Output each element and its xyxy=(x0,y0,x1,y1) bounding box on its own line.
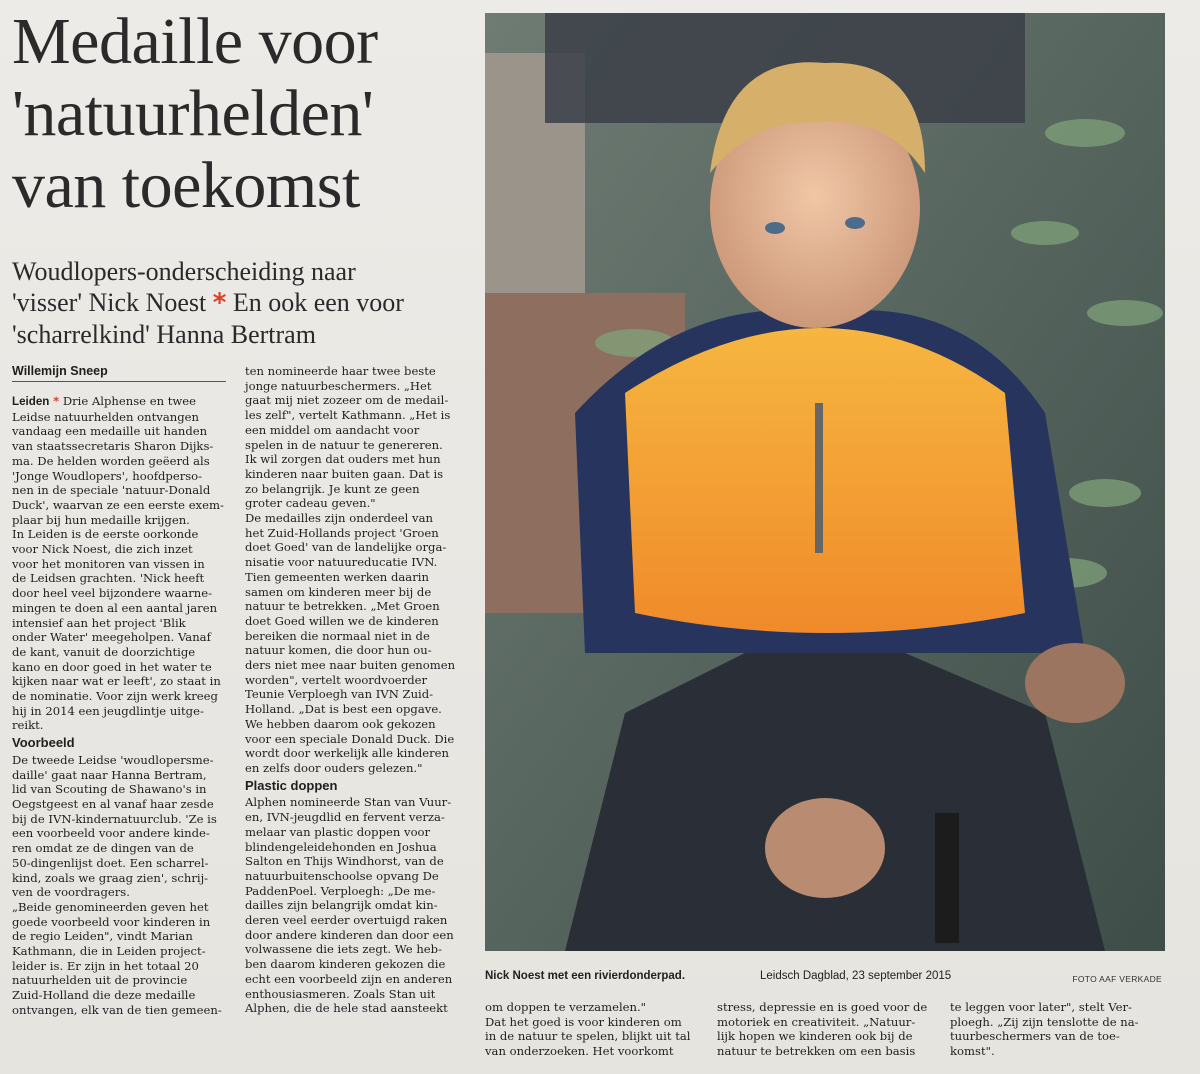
text-line: kijken naar wat er leeft', zo staat in xyxy=(12,674,221,689)
text-line: Kathmann, die in Leiden project- xyxy=(12,944,206,959)
article-column-2 xyxy=(245,364,473,1016)
text-line: natuurhelden uit de provincie xyxy=(12,973,188,988)
text-line: intensief aan het project 'Blik xyxy=(12,615,186,630)
subhead-line-3: 'scharrelkind' Hanna Bertram xyxy=(12,320,316,349)
subhead-line-2b: En ook een voor xyxy=(232,288,404,317)
article-column-4 xyxy=(717,1000,937,1059)
text-line: mingen te doen al een aantal jaren xyxy=(12,600,218,615)
text-line: natuur te betrekken om een basis xyxy=(717,1044,916,1059)
text-line: ploegh. „Zij zijn tenslotte de na- xyxy=(950,1014,1139,1029)
column-2-body-2 xyxy=(245,795,473,1016)
text-line: ten nomineerde haar twee beste xyxy=(245,364,436,378)
text-line: stress, depressie en is goed voor de xyxy=(717,1000,928,1014)
text-line: blindengeleidehonden en Joshua xyxy=(245,839,437,854)
text-line: In Leiden is de eerste oorkonde xyxy=(12,527,199,542)
asterisk-icon: * xyxy=(53,394,60,408)
text-line: hij in 2014 een jeugdlintje uitge- xyxy=(12,703,204,718)
section-heading-plastic-doppen: Plastic doppen xyxy=(245,777,338,793)
text-line: zo belangrijk. Je kunt ze geen xyxy=(245,481,420,496)
text-line: samen om kinderen meer bij de xyxy=(245,584,432,599)
text-line: 50-dingenlijst doet. Een scharrel- xyxy=(12,855,209,870)
text-line: van staatssecretaris Sharon Dijks- xyxy=(12,439,214,454)
column-1-body xyxy=(12,410,232,733)
text-line: Alphen, die de hele stad aansteekt xyxy=(245,1001,448,1016)
text-line: Alphen nomineerde Stan van Vuur- xyxy=(245,795,452,810)
text-line: leider is. Er zijn in het totaal 20 xyxy=(12,958,199,973)
photo-illustration xyxy=(485,13,1165,951)
text-line: kano en door goed in het water te xyxy=(12,659,212,674)
text-line: motoriek en creativiteit. „Natuur- xyxy=(717,1014,916,1029)
text-line: worden", vertelt woordvoerder xyxy=(245,672,428,687)
headline-line-3: van toekomst xyxy=(12,149,360,222)
text-line: les zelf", vertelt Kathmann. „Het is xyxy=(245,408,451,423)
text-line: nen in de speciale 'natuur-Donald xyxy=(12,483,211,498)
text-line: een voorbeeld voor andere kinde- xyxy=(12,826,210,841)
text-line: komst". xyxy=(950,1044,995,1059)
text-line: door heel veel bijzondere waarne- xyxy=(12,586,213,601)
subhead-line-2a: 'visser' Nick Noest xyxy=(12,288,207,317)
subhead-line-2 xyxy=(12,287,482,319)
text-line: om doppen te verzamelen." xyxy=(485,1000,647,1014)
text-line: ren omdat ze de dingen van de xyxy=(12,841,194,856)
text-line: en, IVN-jeugdlid en fervent verza- xyxy=(245,810,445,825)
headline-line-1: Medaille voor xyxy=(12,5,378,78)
text-line: door andere kinderen dan door een xyxy=(245,927,454,942)
article-column-1 xyxy=(12,394,232,1018)
text-line: voor een speciale Donald Duck. Die xyxy=(245,731,455,746)
text-line: ma. De helden worden geëerd als xyxy=(12,453,210,468)
column-4-body xyxy=(717,1000,937,1059)
headline-line-2: 'natuurhelden' xyxy=(12,77,374,150)
text-line: te leggen voor later", stelt Ver- xyxy=(950,1000,1132,1014)
text-line: ontvangen, elk van de tien gemeen- xyxy=(12,1002,222,1017)
asterisk-icon: * xyxy=(212,288,227,318)
subhead-line-1: Woudlopers-onderscheiding naar xyxy=(12,257,356,286)
text-line: dailles zijn belangrijk omdat kin- xyxy=(245,898,438,913)
text-line: nisatie voor natuureducatie IVN. xyxy=(245,555,438,570)
text-line: wordt door werkelijk alle kinderen xyxy=(245,746,449,761)
column-2-body xyxy=(245,364,473,776)
text-line: goede voorbeeld voor kinderen in xyxy=(12,914,211,929)
text-line: bij de IVN-kindernatuurclub. 'Ze is xyxy=(12,811,217,826)
text-line: de kant, vanuit de doorzichtige xyxy=(12,644,196,659)
text-line: voor het monitoren van vissen in xyxy=(12,556,205,571)
text-line: Salton en Thijs Windhorst, van de xyxy=(245,854,444,869)
text-line: natuurbuitenschoolse opvang De xyxy=(245,868,439,883)
text-line: bereiken die normaal niet in de xyxy=(245,628,430,643)
subheadline xyxy=(12,256,482,350)
text-line: Leidse natuurhelden ontvangen xyxy=(12,409,199,424)
photo-caption: Nick Noest met een rivierdonderpad. xyxy=(485,970,686,982)
column-5-body xyxy=(950,1000,1170,1059)
text-line: de Leidsen grachten. 'Nick heeft xyxy=(12,571,205,586)
text-line: ders niet mee naar buiten genomen xyxy=(245,658,456,673)
text-line: in de natuur te spelen, blijkt uit tal xyxy=(485,1029,691,1044)
text-line: jonge natuurbeschermers. „Het xyxy=(245,378,432,393)
text-line: gaat mij niet zozeer om de medail- xyxy=(245,393,449,408)
text-line: deren veel eerder overtuigd raken xyxy=(245,913,448,928)
text-line: doet Goed willen we de kinderen xyxy=(245,613,439,628)
photo-credit: FOTO AAF VERKADE xyxy=(1072,974,1162,984)
text-line: ben daarom kinderen gekozen die xyxy=(245,957,446,972)
text-line: onder Water' meegeholpen. Vanaf xyxy=(12,630,211,645)
text-line: het Zuid-Hollands project 'Groen xyxy=(245,525,439,540)
text-line: spelen in de natuur te genereren. xyxy=(245,437,443,452)
column-1-first-line: Drie Alphense en twee xyxy=(62,394,197,408)
text-line: groter cadeau geven." xyxy=(245,496,376,511)
text-line: Dat het goed is voor kinderen om xyxy=(485,1014,682,1029)
text-line: 'Jonge Woudlopers', hoofdperso- xyxy=(12,468,203,483)
text-line: Holland. „Dat is best een opgave. xyxy=(245,702,442,717)
text-line: enthousiasmeren. Zoals Stan uit xyxy=(245,986,436,1001)
text-line: Teunie Verploegh van IVN Zuid- xyxy=(245,687,434,702)
text-line: echt een voorbeeld zijn en anderen xyxy=(245,971,453,986)
text-line: De medailles zijn onderdeel van xyxy=(245,511,433,526)
text-line: Tien gemeenten werken daarin xyxy=(245,569,429,584)
text-line: en zelfs door ouders gelezen." xyxy=(245,760,423,775)
text-line: plaar bij hun medaille krijgen. xyxy=(12,512,190,527)
text-line: reikt. xyxy=(12,718,44,733)
text-line: voor Nick Noest, die zich inzet xyxy=(12,542,193,557)
text-line: De tweede Leidse 'woudlopersme- xyxy=(12,752,214,767)
text-line: de regio Leiden", vindt Marian xyxy=(12,929,193,944)
text-line: vandaag een medaille uit handen xyxy=(12,424,208,439)
text-line: natuur te betrekken. „Met Groen xyxy=(245,599,440,614)
text-line: van onderzoeken. Het voorkomt xyxy=(485,1044,674,1059)
column-3-body xyxy=(485,1000,695,1059)
text-line: daille' gaat naar Hanna Bertram, xyxy=(12,767,207,782)
text-line: Duck', waarvan ze een eerste exem- xyxy=(12,497,224,512)
text-line: lijk hopen we kinderen ook bij de xyxy=(717,1029,913,1044)
column-1-body-2 xyxy=(12,753,232,1018)
text-line: lid van Scouting de Shawano's in xyxy=(12,782,207,797)
article-column-5 xyxy=(950,1000,1170,1059)
dateline-place: Leiden xyxy=(12,395,50,408)
text-line: kind, zoals we graag zien', schrij- xyxy=(12,870,209,885)
text-line: doet Goed' van de landelijke orga- xyxy=(245,540,447,555)
column-1-opening xyxy=(12,394,232,410)
article-column-3 xyxy=(485,1000,695,1059)
headline xyxy=(12,6,482,222)
text-line: tuurbeschermers van de toe- xyxy=(950,1029,1120,1044)
source-line: Leidsch Dagblad, 23 september 2015 xyxy=(760,970,952,982)
byline: Willemijn Sneep xyxy=(12,364,226,382)
text-line: ven de voordragers. xyxy=(12,885,130,900)
text-line: We hebben daarom ook gekozen xyxy=(245,716,436,731)
text-line: Ik wil zorgen dat ouders met hun xyxy=(245,452,441,467)
text-line: „Beide genomineerden geven het xyxy=(12,899,209,914)
text-line: melaar van plastic doppen voor xyxy=(245,824,431,839)
text-line: Oegstgeest en al vanaf haar zesde xyxy=(12,796,214,811)
section-heading-voorbeeld: Voorbeeld xyxy=(12,735,75,751)
text-line: een middel om aandacht voor xyxy=(245,422,420,437)
text-line: de nominatie. Voor zijn werk kreeg xyxy=(12,689,218,704)
text-line: natuur komen, die door hun ou- xyxy=(245,643,432,658)
text-line: volwassene die iets zegt. We heb- xyxy=(245,942,442,957)
text-line: Zuid-Holland die deze medaille xyxy=(12,988,196,1003)
text-line: kinderen naar buiten gaan. Dat is xyxy=(245,466,444,481)
photo-nick-noest xyxy=(485,13,1165,951)
text-line: PaddenPoel. Verploegh: „De me- xyxy=(245,883,436,898)
